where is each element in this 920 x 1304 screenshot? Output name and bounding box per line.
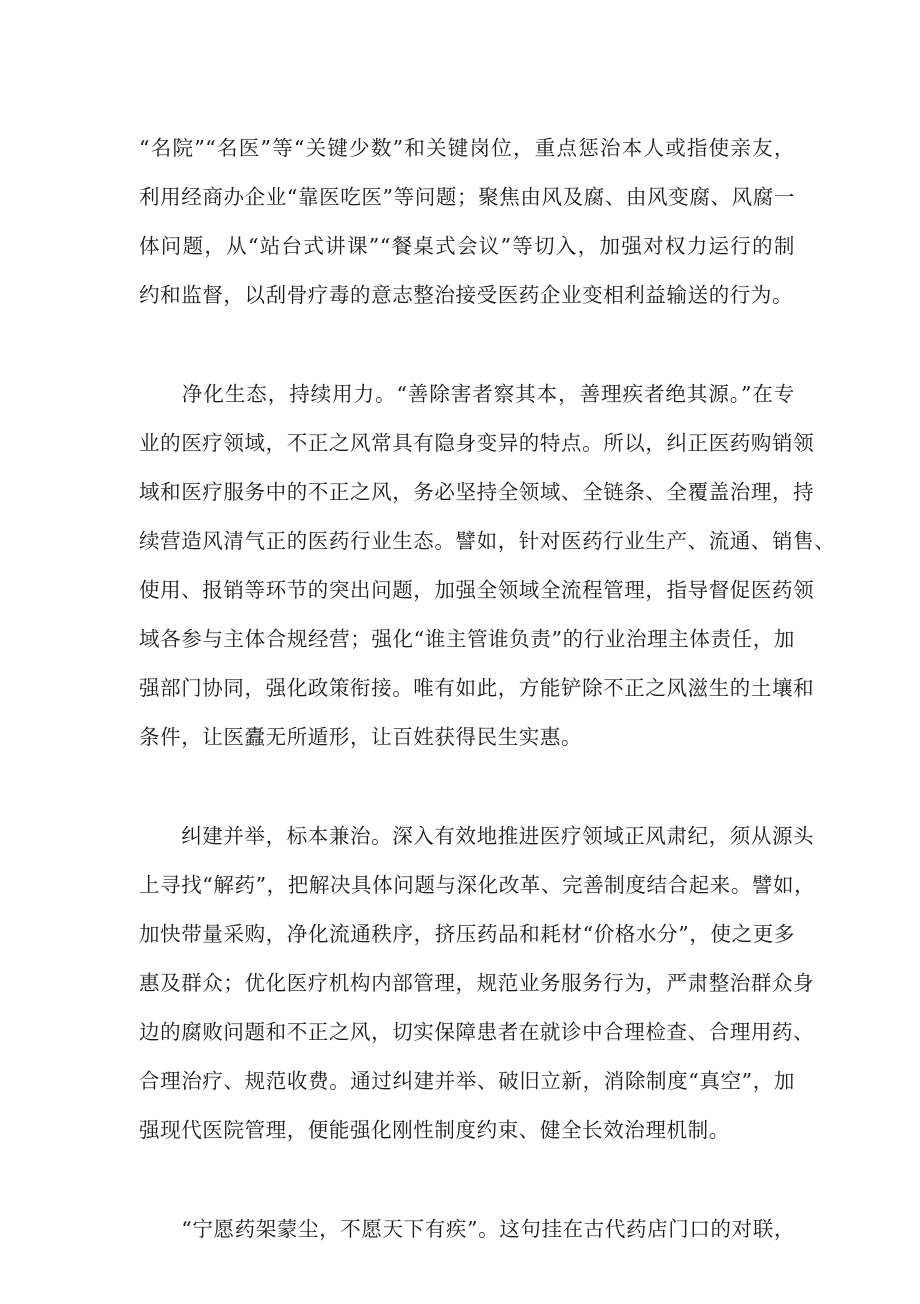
paragraph-4 [139, 1205, 795, 1254]
text-line: 域和医疗服务中的不正之风，务必坚持全领域、全链条、全覆盖治理，持 [139, 480, 815, 504]
text-line: 域各参与主体合规经营；强化“谁主管谁负责”的行业治理主体责任，加 [139, 627, 795, 651]
text-line: 纠建并举，标本兼治。深入有效地推进医疗领域正风肃纪，须从源头 [139, 824, 815, 848]
text-line: “宁愿药架蒙尘，不愿天下有疾”。这句挂在古代药店门口的对联， [139, 1217, 795, 1241]
text-line: 体问题，从“站台式讲课”“餐桌式会议”等切入，加强对权力运行的制 [139, 234, 795, 258]
document-body [139, 124, 836, 1304]
text-line: 续营造风清气正的医药行业生态。譬如，针对医药行业生产、流通、销售、 [139, 529, 836, 553]
text-line: 惠及群众；优化医疗机构内部管理，规范业务服务行为，严肃整治群众身 [139, 971, 815, 995]
text-line: “名院”“名医”等“关键少数”和关键岗位，重点惩治本人或指使亲友， [139, 136, 795, 160]
text-line: 边的腐败问题和不正之风，切实保障患者在就诊中合理检查、合理用药、 [139, 1020, 815, 1044]
text-line: 业的医疗领域，不正之风常具有隐身变异的特点。所以，纠正医药购销领 [139, 431, 815, 455]
text-line: 强部门协同，强化政策衔接。唯有如此，方能铲除不正之风滋生的土壤和 [139, 676, 815, 700]
text-line: 强现代医院管理，便能强化刚性制度约束、健全长效治理机制。 [139, 1118, 730, 1142]
text-line: 合理治疗、规范收费。通过纠建并举、破旧立新，消除制度“真空”，加 [139, 1069, 795, 1093]
text-line: 利用经商办企业“靠医吃医”等问题；聚焦由风及腐、由风变腐、风腐一 [139, 185, 795, 209]
text-line: 加快带量采购，净化流通秩序，挤压药品和耗材“价格水分”，使之更多 [139, 922, 795, 946]
paragraph-1 [139, 124, 795, 320]
text-line: 条件，让医蠹无所遁形，让百姓获得民生实惠。 [139, 725, 583, 749]
paragraph-2 [139, 370, 836, 762]
text-line: 使用、报销等环节的突出问题，加强全领域全流程管理，指导督促医药领 [139, 578, 815, 602]
text-line: 上寻找“解药”，把解决具体问题与深化改革、完善制度结合起来。譬如， [139, 873, 816, 897]
paragraph-3 [139, 812, 816, 1155]
text-line: 约和监督，以刮骨疗毒的意志整治接受医药企业变相利益输送的行为。 [139, 283, 794, 307]
text-line: 净化生态，持续用力。“善除害者察其本，善理疾者绝其源。”在专 [139, 382, 795, 406]
